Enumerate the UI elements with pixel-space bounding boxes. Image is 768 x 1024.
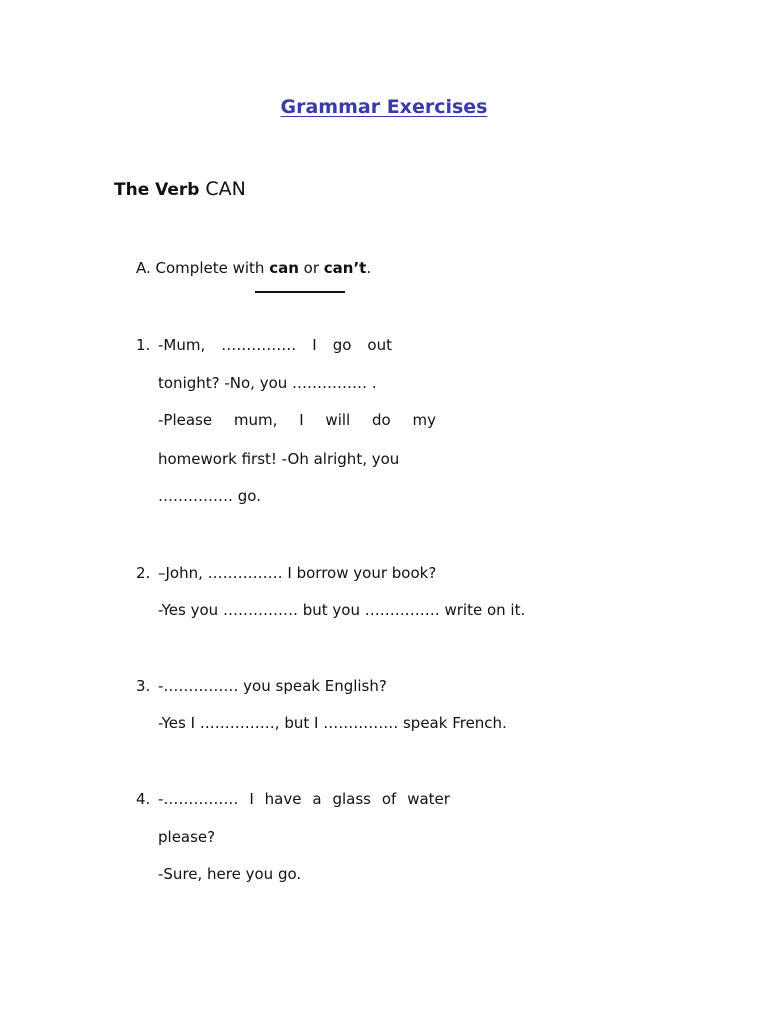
word: a: [312, 790, 322, 808]
exercise-number-1: 1.: [136, 336, 151, 354]
word: -Please: [158, 411, 213, 429]
exercise-4-line-1: [158, 789, 450, 809]
underline-rule: [255, 291, 345, 293]
instruction-before: A. Complete with: [136, 259, 270, 277]
word: -Mum,: [158, 336, 206, 354]
instruction-cant: can’t: [323, 259, 367, 277]
page-title: Grammar Exercises: [280, 96, 488, 118]
section-heading-prefix: The Verb: [114, 180, 200, 200]
word: do: [372, 411, 391, 429]
instruction-or: or: [298, 259, 324, 277]
section-heading: [114, 178, 246, 200]
instruction-text: [136, 259, 371, 277]
exercise-1-line-2: tonight? -No, you …………… .: [158, 374, 377, 392]
word: out: [367, 336, 392, 354]
word: I: [312, 336, 317, 354]
exercise-number-2: 2.: [136, 564, 151, 582]
word: water: [407, 790, 450, 808]
word: of: [381, 790, 397, 808]
word: my: [412, 411, 436, 429]
exercise-1-line-4: homework first! -Oh alright, you: [158, 450, 400, 468]
blank: ……………: [221, 336, 297, 354]
exercise-1-line-5: …………… go.: [158, 487, 261, 505]
exercise-3-line-1: -…………… you speak English?: [158, 677, 387, 695]
word: I: [299, 411, 304, 429]
instruction-end: .: [366, 259, 372, 277]
exercise-4-line-2: please?: [158, 828, 216, 846]
word: glass: [332, 790, 371, 808]
instruction-can: can: [269, 259, 299, 277]
exercise-1-line-3: [158, 410, 436, 430]
word: I: [249, 790, 254, 808]
exercise-2-line-2: -Yes you …………… but you …………… write on it.: [158, 601, 526, 619]
exercise-number-4: 4.: [136, 790, 151, 808]
word: mum,: [233, 411, 278, 429]
word: have: [264, 790, 302, 808]
word: will: [325, 411, 351, 429]
word: go: [332, 336, 352, 354]
section-heading-word: CAN: [205, 178, 246, 200]
exercise-1-line-1: [158, 335, 392, 355]
exercise-number-3: 3.: [136, 677, 151, 695]
exercise-2-line-1: –John, …………… I borrow your book?: [158, 564, 437, 582]
exercise-4-line-3: -Sure, here you go.: [158, 865, 302, 883]
blank: -……………: [158, 790, 239, 808]
exercise-3-line-2: -Yes I ……………, but I …………… speak French.: [158, 714, 507, 732]
